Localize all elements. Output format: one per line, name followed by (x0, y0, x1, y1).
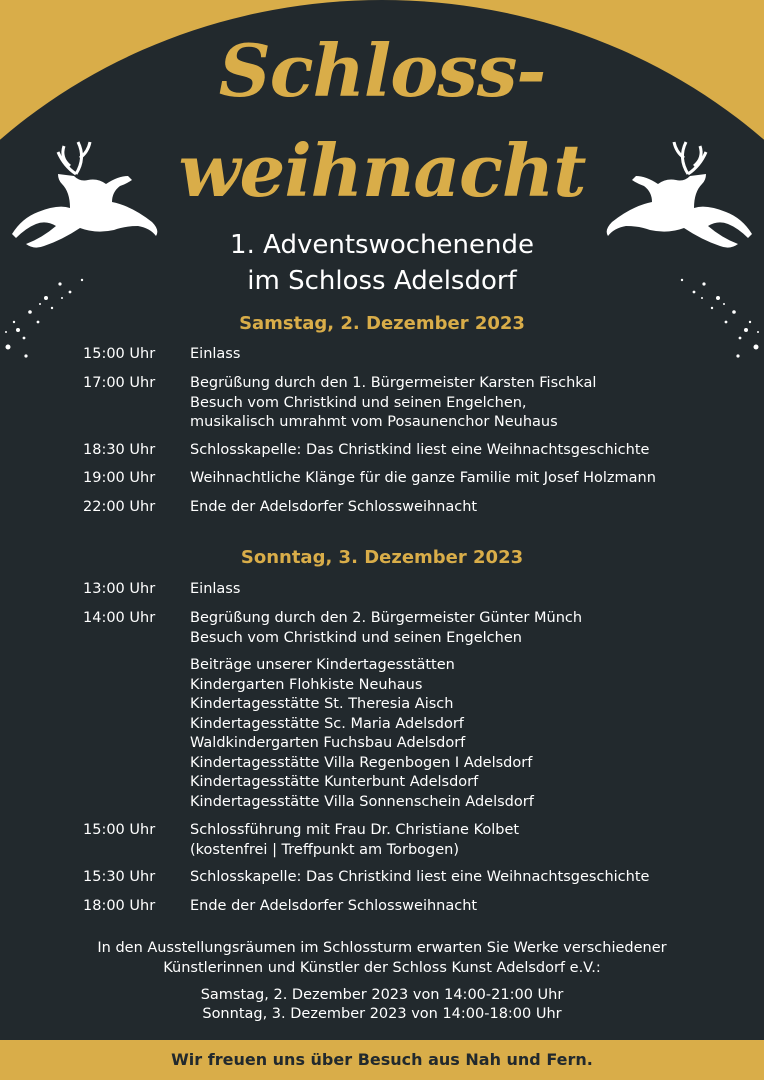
event-time: 18:00 Uhr (83, 898, 156, 914)
event-time: 15:00 Uhr (83, 822, 156, 838)
event-line: (kostenfrei | Treffpunkt am Torbogen) (190, 841, 460, 858)
event-description (190, 345, 750, 365)
event-time: 19:00 Uhr (83, 470, 156, 486)
event-description (190, 498, 750, 518)
event-description (190, 441, 750, 461)
event-line: Kindertagesstätte Villa Regenbogen I Adelsdorf (190, 754, 533, 771)
exhibition-line-1: In den Ausstellungsräumen im Schlossturm erwarten Sie Werke verschiedener (97, 940, 667, 956)
exhibition-line-3: Samstag, 2. Dezember 2023 von 14:00-21:00 Uhr (200, 987, 564, 1003)
event-line: Schlosskapelle: Das Christkind liest eine Weihnachtsgeschichte (190, 869, 650, 885)
title-line-1: Schloss- (218, 28, 546, 113)
event-line: Beiträge unserer Kindertagesstätten (190, 657, 455, 673)
event-description (190, 469, 750, 489)
event-time: 17:00 Uhr (83, 375, 156, 391)
event-description (190, 374, 750, 433)
event-line: Besuch vom Christkind und seinen Engelchen (190, 629, 522, 646)
event-time: 13:00 Uhr (83, 581, 156, 597)
event-line: Waldkindergarten Fuchsbau Adelsdorf (190, 735, 466, 751)
footer-banner: Wir freuen uns über Besuch aus Nah und Fern. (0, 1040, 764, 1080)
title-line-2: weihnacht (178, 128, 586, 213)
event-time: 14:00 Uhr (83, 610, 156, 626)
event-description (190, 580, 750, 600)
event-line: Einlass (190, 346, 241, 362)
exhibition-line-2: Künstlerinnen und Künstler der Schloss Kunst Adelsdorf e.V.: (163, 960, 601, 976)
event-line: Einlass (190, 581, 241, 597)
event-line: Schlosskapelle: Das Christkind liest eine Weihnachtsgeschichte (190, 442, 650, 458)
event-description (190, 656, 750, 812)
event-description (190, 897, 750, 917)
subtitle-line-1: 1. Adventswochenende (230, 230, 534, 260)
event-line: Weihnachtliche Klänge für die ganze Familie mit Josef Holzmann (190, 470, 656, 486)
event-line: Schlossführung mit Frau Dr. Christiane Kolbet (190, 822, 520, 838)
event-line: Kindertagesstätte St. Theresia Aisch (190, 696, 454, 712)
event-time: 22:00 Uhr (83, 499, 156, 515)
event-line: Kindertagesstätte Kunterbunt Adelsdorf (190, 774, 479, 790)
event-time: 18:30 Uhr (83, 442, 156, 458)
event-line: Besuch vom Christkind und seinen Engelchen, (190, 394, 527, 411)
event-line: Kindertagesstätte Villa Sonnenschein Adelsdorf (190, 793, 534, 810)
subtitle-line-2: im Schloss Adelsdorf (247, 266, 517, 296)
event-description (190, 868, 750, 888)
event-time: 15:30 Uhr (83, 869, 156, 885)
event-line: Begrüßung durch den 1. Bürgermeister Karsten Fischkal (190, 375, 597, 391)
event-description (190, 821, 750, 860)
event-line: Kindertagesstätte Sc. Maria Adelsdorf (190, 715, 464, 732)
event-line: Ende der Adelsdorfer Schlossweihnacht (190, 499, 478, 515)
sunday-heading: Sonntag, 3. Dezember 2023 (240, 547, 524, 568)
event-line: musikalisch umrahmt vom Posaunenchor Neuhaus (190, 414, 558, 430)
exhibition-line-4: Sonntag, 3. Dezember 2023 von 14:00-18:00 Uhr (202, 1006, 562, 1022)
saturday-heading: Samstag, 2. Dezember 2023 (239, 313, 525, 334)
event-line: Begrüßung durch den 2. Bürgermeister Günter Münch (190, 610, 583, 626)
event-line: Ende der Adelsdorfer Schlossweihnacht (190, 898, 478, 914)
event-line: Kindergarten Flohkiste Neuhaus (190, 676, 423, 693)
event-time: 15:00 Uhr (83, 346, 156, 362)
event-description (190, 609, 750, 648)
